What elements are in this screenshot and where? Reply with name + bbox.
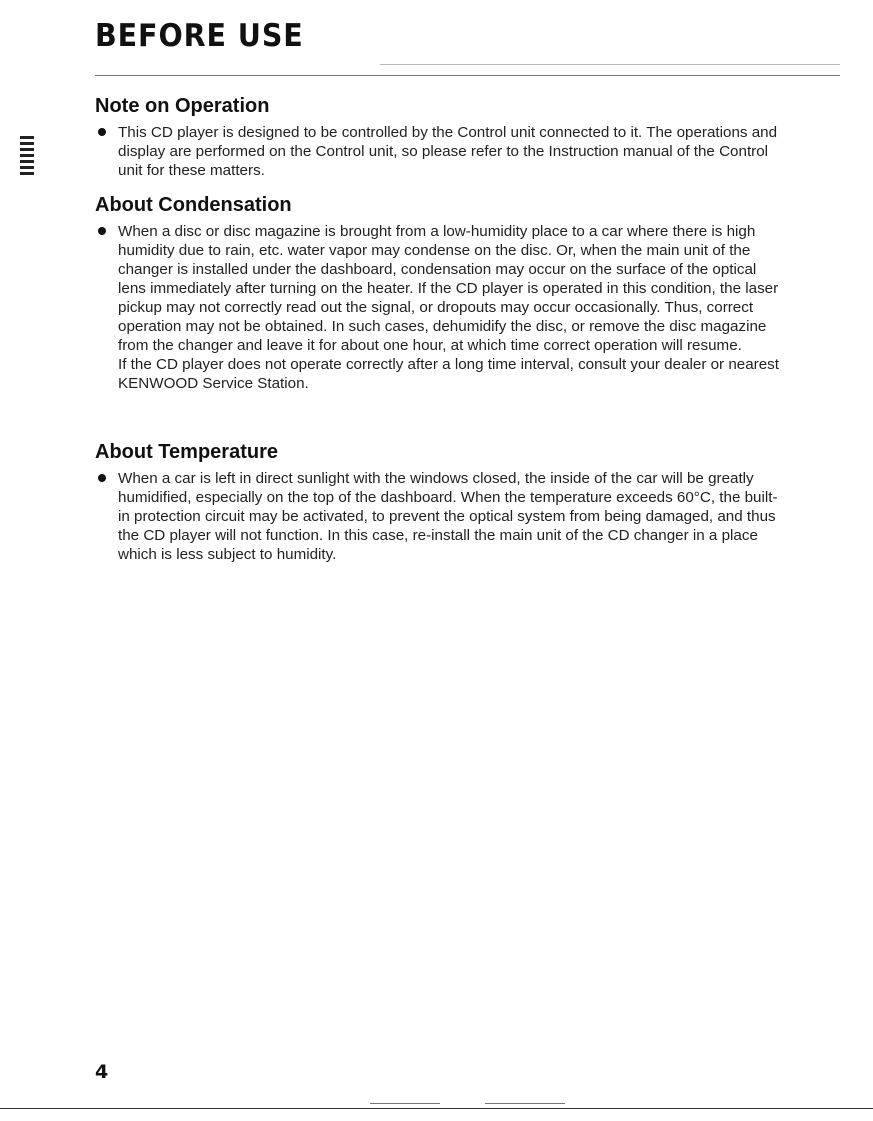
section-heading: About Condensation	[95, 194, 292, 216]
bullet-dot-icon	[98, 474, 106, 482]
page-number: 4	[95, 1061, 109, 1083]
header-rule	[95, 75, 840, 76]
section-about-temperature	[95, 441, 785, 564]
bullet-item	[95, 123, 785, 180]
section-heading: About Temperature	[95, 441, 278, 463]
footer-faint-rule-right	[485, 1103, 565, 1104]
footer-faint-rule-left	[370, 1103, 440, 1104]
section-about-condensation	[95, 194, 785, 393]
bullet-text: When a disc or disc magazine is brought from a low-humidity place to a car where there is high humidity due to rain, etc. water vapor may condense on the disc. Or, when the main unit of the changer is installed under the dashboard, condensation may occur on the surface of the optical lens immediately after turning on the heater. If the CD player is operated in this condition, the laser pickup may not correctly read out the signal, or dropouts may occur occasionally. Thus, correct operation may not be obtained. In such cases, dehumidify the disc, or remove the disc magazine from the changer and leave it for about one hour, at which time correct operation will resume.	[118, 223, 779, 354]
footer-rule	[0, 1108, 873, 1109]
page-title: BEFORE USE	[95, 18, 304, 54]
header-faint-rule	[380, 64, 840, 65]
bullet-dot-icon	[98, 128, 106, 136]
bullet-item	[95, 222, 785, 393]
bullet-text: When a car is left in direct sunlight with the windows closed, the inside of the car will be greatly humidified, especially on the top of the dashboard. When the temperature exceeds 60°C, the built-in protection circuit may be activated, to prevent the optical system from being damaged, and thus the CD player will not function. In this case, re-install the main unit of the CD changer in a place which is less subject to humidity.	[118, 470, 778, 563]
bullet-item	[95, 469, 785, 564]
bullet-text-continued: If the CD player does not operate correctly after a long time interval, consult your dealer or nearest KENWOOD Service Station.	[118, 356, 779, 392]
section-note-on-operation	[95, 95, 785, 180]
bullet-dot-icon	[98, 227, 106, 235]
section-heading: Note on Operation	[95, 95, 270, 117]
bullet-text: This CD player is designed to be controlled by the Control unit connected to it. The operations and display are performed on the Control unit, so please refer to the Instruction manual of the Control unit for these matters.	[118, 124, 778, 179]
edge-tab-marker	[20, 136, 34, 186]
